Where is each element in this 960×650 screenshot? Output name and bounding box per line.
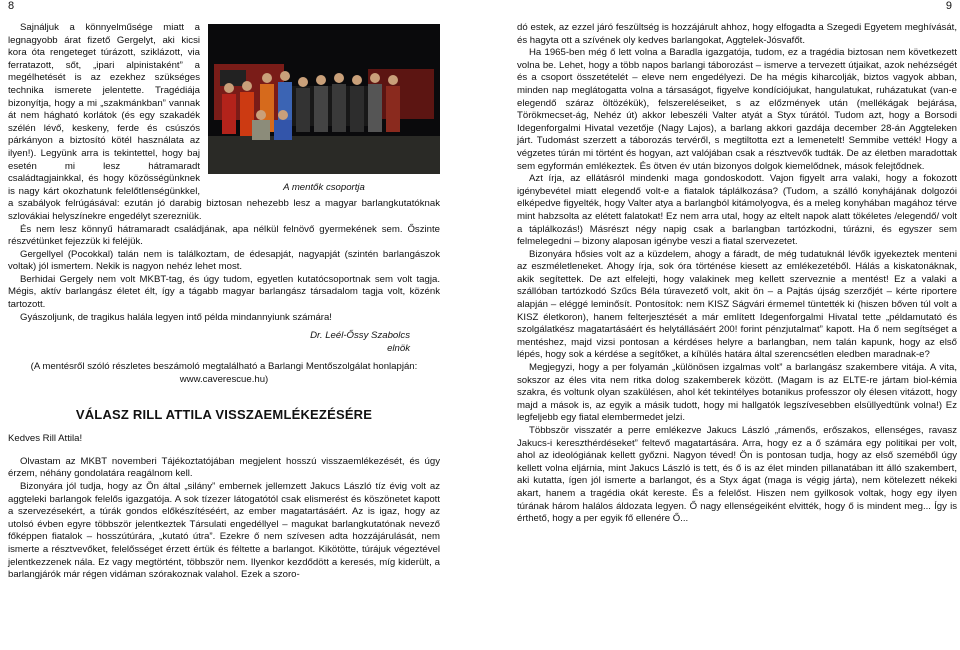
paragraph-intro: Sajnáljuk a könnyelműsége miatt a legnagyobb árat fizető Gergelyt, aki kicsi kora óta rengeteget túrázott, sziklázott, via ferratazott, sőt, „ipari alpinistaként” a megélhetését is az ezekhez szükséges technika ismerete jelentette. Tragédiája bizonyítja, hogy a mi „szakmánkban” vannak át nem hágható korlátok (és egy szakadék szélén lévő, keskeny, ferde és csúszós párkányon a biztosító kötél használata az ilyen!). Legyünk arra is tekintettel, hogy baj esetén mi lesz hátramaradt családtagjainkkal, és hogy közösségünknek is nagy kárt okozhatunk felelőtlenségünkkel, a szabályok felrúgásával: ezután jó darabig biztosan nehezebb lesz a magyar barlangkutatóknak szlovákiai helyszínekre engedélyt szerezniük. (8, 22, 440, 222)
right-paragraph-2: Ha 1965-ben még ő lett volna a Baradla igazgatója, tudom, ez a tragédia biztosan nem következett volna be. Lehet, hogy a több napos barlangi táborozást – ismerve a tervezett útjaikat, azok nehézségét és a csoport összetételét – eleve nem engedélyezi. De ha mégis kiharcolják, biztos vagyok abban, minden nap meglátogatta volna a társaságot, figyelve kondíciójukat, hangulatukat, ruházatukat (van-e elegendő száraz öltözékük), felszereléseiket, s az előzmények után (mellékágak bejárása, Törökmecset-ág, Nehéz út) akkor lebeszéli Valter atyát a Styx túrától. Tudom azt, hogy a Borsodi Idegenforgalmi Hivatal vezetője (Nagy Lajos), a barlang akkori gazdája december 28-án Aggteleken járt. Tudomást szerzett a táborozás tervéről, s megtiltotta ezt a lemenetelt! Semmibe vették! Hogy a végzetes túrán mi történt és hogyan, azt valójában csak a résztvevők tudták. De az életben maradottak sem egyformán emlékeztek. És ötven év után bizonyos dolgok kiemelődnek, mások felejtődnek. (517, 47, 957, 172)
salutation: Kedves Rill Attila! (8, 433, 83, 445)
photo-block (208, 24, 440, 195)
right-paragraph-6: Többször visszatér a perre emlékezve Jakucs László „rámenős, erőszakos, ellenséges, ravasz Jakucs-i kereszthérdéseket” feltevő magatartására. Arra, hogy ez a ő számára egy politikai per volt, ahol az ideológiának kellett győzni. Nagyon téved! Ön is pontosan tudja, hogy az első szeméből úgy kellett volna eljárnia, mint Jakucs László is tett, és ő is az élet minden pillanatában itt álló szakembert, aki kutatta, ígen jól ismerte a barlangot, és a Styx ágat (maga is végig járta), nem kötelezett nékeki akart, hanem a tragédia okát kereste. És a felelőst. Hiszen nem gyilkosok voltak, hogy egy ilyen túrának három halálos áldozata legyen. Ő nagy ellenségeiként elvitték, hogy ő is mindent meg... Így is érthető, hogy a per egyik fő ellenére Ő... (517, 425, 957, 525)
signature-name: Dr. Leél-Őssy Szabolcs (310, 330, 410, 342)
right-paragraph-1: dó estek, az ezzel járó feszültség is hozzájárult ahhoz, hogy elfogadta a Szegedi Egyetem meghívását, és hagyta ott a szívének oly kedves barlangokat, Aggtelek-Jósvafőt. (517, 22, 957, 46)
page-number-right: 9 (945, 0, 952, 12)
right-column (517, 22, 957, 526)
signature-title: elnök (387, 342, 410, 354)
paragraph-3: Gergellyel (Pocokkal) talán nem is találkoztam, de édesapját, nagyapját (szintén barlangászok voltak) jól ismertem. Nekik is nagyon nehéz lehet most. (8, 248, 440, 273)
photo-caption: A mentők csoportja (283, 182, 365, 193)
right-paragraph-3: Azt írja, az ellátásról mindenki maga gondoskodott. Vajon figyelt arra valaki, hogy a fokozott igénybevétel miatt elegendő volt-e a fiatalok táplálkozása? (Tudom, a szálló konyhájának dolgozói elképedve figyelték, hogy Valter atya a barlangból kitámolyogva, és a meleg konyhában magához térve mint habzsolta az elétett falatokat! Ez nem arra utal, hogy az eltelt napok alatt tökéletes /elegendő/ volt a táplálkozás!) Másrészt négy napig csak a barlangban tartózkodni, túrázni, és egyszer sem felmelegedni – bizony alaposan igénybe veszi a fiatal szervezetet. (517, 173, 957, 248)
rescue-report-note: (A mentésről szóló részletes beszámoló megtalálható a Barlangi Mentőszolgálat honlapján: www.caverescue.hu) (30, 361, 418, 386)
left-column (8, 22, 440, 582)
signature-block (8, 330, 440, 355)
right-paragraph-4: Bizonyára hősies volt az a küzdelem, ahogy a fáradt, de még tudatuknál lévők igyekeztek menteni az eszméletleneket. Ahogy írja, sok óra történése kiesett az emlékezetéből. Hálás a kiskatonáknak, akik segítettek. De azt elfelejti, hogy valakinek meg kellett szerveznie a mentést! Ez a valaki a szállóban tartózkodó Szűcs Béla túravezető volt, akit ön – a Pajtás újság szerzőjét – kérte riportere alapján – eléggé leminősít. Pontosítok: nem KISZ Ságvári érmemel tüntették ki (hiszen bőven túl volt a KISZ életkoron), hanem felterjesztését a már említett Idegenforgalmi Hivatal tette „példamutató és szolgálatkész magatartásáért és helytállásáért 200! forint pénzjutalmat” kapott. Ha ő nem segítséget a mentéshez, majd vizsi pontosan a kérdéses helyre a barlangban, nem talán kapunk, hogy az első lépés, hogy sok a kérdése a segítőket, a kíhülés határa által szerencsétlen eledben maradnak-e? (517, 248, 957, 361)
paragraph-2: És nem lesz könnyű hátramaradt családjának, apa nélkül felnövő gyermekének sem. Őszinte részvétünket fejezzük ki feléjük. (8, 223, 440, 248)
rescue-team-photo-illustration (208, 24, 440, 174)
paragraph-4: Berhidai Gergely nem volt MKBT-tag, és úgy tudom, egyetlen kutatócsoportnak sem volt tagja. Mégis, aktív barlangász életet élt, így a tágabb magyar barlangász társadalom tagja volt, közénk tartozott. (8, 273, 440, 311)
right-paragraph-5: Megjegyzi, hogy a per folyamán „különösen izgalmas volt” a barlangász szakembere vitája. A vita, sokszor az éles vita nem ritka dolog szakemberek között. (Magam is az ELTE-re jártam biol-kémia szakra, és voltunk olyan szakülésen, ahol két tekintélyes botanikus professzor oly élesen vitázott, hogy majd a mások is, az egyik a másik tudott, hogy mi hallgatók legszívesebben elsüllyedtünk volna!) Ez legfeljebb egy fiatal elembermedet jelzi. (517, 362, 957, 424)
rescue-team-photo (208, 24, 440, 174)
paragraph-6: Olvastam az MKBT novemberi Tájékoztatójában megjelent hosszú visszaemlékezését, és úgy érzem, néhány gondolatára reagálnom kell. (8, 455, 440, 480)
paragraph-5: Gyászoljunk, de tragikus halála legyen intő példa mindannyiunk számára! (20, 311, 332, 323)
page-number-left: 8 (8, 0, 15, 12)
paragraph-7: Bizonyára jól tudja, hogy az Ön által „silány” embernek jellemzett Jakucs László tíz évig volt az aggteleki barlangok felelős igazgatója. A sok tízezer látogatótól csak elismerést és köszönetet kapott a szervezésekért, a túrák gondos előkészítéséért, az ember magatartásáért. Az is igaz, hogy az utolsó évben egyre többször jelentkeztek Társulati engedéllyel – magukat barlangkutatónak nevező főképpen fiatalok – hosszútúrára, „kutató útra”. Ezekre ő nem szívesen adta hozzájárulását, nem ismerte a résztvevőket, felelősséget érzett értük és féltette a barlangot. Kikötötte, túrájuk végeztével jelentkezzenek nála. Ez vagy megtörtént, többször nem. Ilyenkor kezdődött a keresés, míg kiderült, a barlangjárók már régen vidáman szórakoznak valahol. Ezek a szoro- (8, 481, 440, 581)
article-headline: VÁLASZ RILL ATTILA VISSZAEMLÉKEZÉSÉRE (75, 406, 373, 422)
